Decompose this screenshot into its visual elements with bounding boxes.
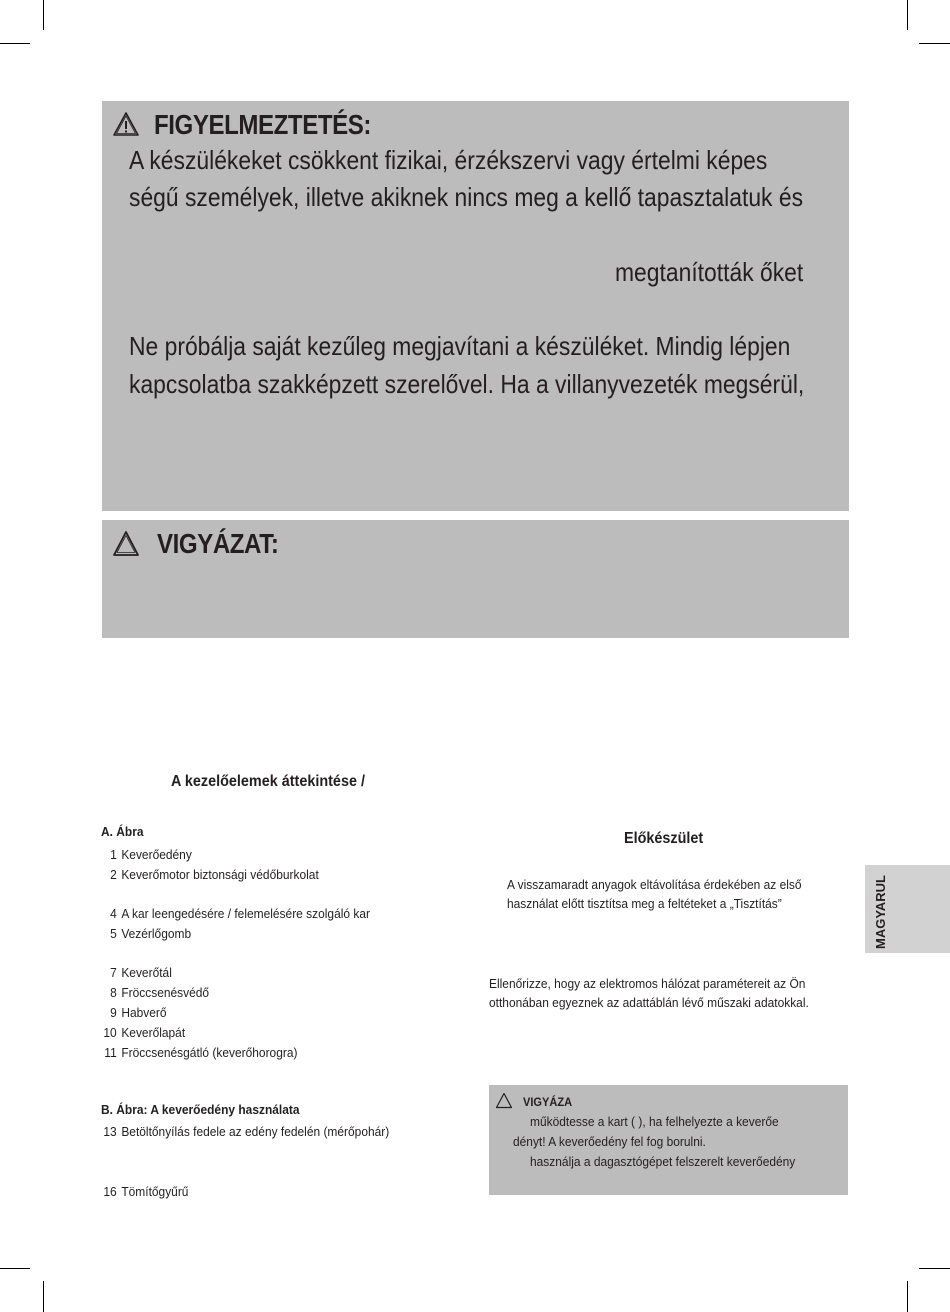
list-item: 11 Fröccsenésgátló (keverőhorogra) [104,1045,298,1060]
crop-mark-bl-v [43,1281,44,1312]
preparation-para-line: otthonában egyeznek az adattáblán lévő műszaki adatokkal. [489,995,809,1010]
crop-mark-br-v [907,1281,908,1312]
crop-mark-tl-h [0,43,30,44]
warning-line: A készülékeket csökkent fizikai, érzékszervi vagy értelmi képes [129,145,768,175]
list-item: 2 Keverőmotor biztonsági védőburkolat [110,867,319,882]
list-item: 1 Keverőedény [110,847,192,862]
list-item: 13 Betöltőnyílás fedele az edény fedelén (mérőpohár) [103,1124,390,1139]
caution-title: VIGYÁZAT: [157,528,279,559]
figure-b-title: B. Ábra: A keverőedény használata [101,1102,300,1117]
list-item: 9 Habverő [110,1005,167,1020]
crop-mark-bl-h [0,1268,30,1269]
figure-a-title: A. Ábra [101,824,144,839]
list-item: 7 Keverőtál [110,965,172,980]
warning-title: FIGYELMEZTETÉS: [154,109,371,140]
preparation-caution-line: dényt! A keverőedény fel fog borulni. [513,1134,706,1149]
caution-triangle-icon [112,530,140,558]
preparation-caution-box [489,1085,848,1195]
warning-line: Ne próbálja saját kezűleg megjavítani a készüléket. Mindig lépjen [129,331,791,361]
preparation-para-line: A visszamaradt anyagok eltávolítása érdekében az első [507,877,802,892]
caution-box [102,520,849,638]
language-side-tab-label: MAGYARUL [873,875,888,949]
crop-mark-tr-v [907,0,908,30]
warning-line: megtanították őket [615,257,804,287]
list-item: 10 Keverőlapát [103,1025,186,1040]
list-item: 4 A kar leengedésére / felemelésére szolgáló kar [110,906,370,921]
list-item: 5 Vezérlőgomb [110,926,192,941]
list-item: 16 Tömítőgyűrű [103,1184,189,1199]
preparation-para-line: Ellenőrizze, hogy az elektromos hálózat paramétereit az Ön [489,976,806,991]
warning-line: kapcsolatba szakképzett szerelővel. Ha a villanyvezeték megsérül, [129,369,805,399]
preparation-para-line: használat előtt tisztítsa meg a feltéteket a „Tisztítás” [507,896,782,911]
overview-heading: A kezelőelemek áttekintése / [171,773,365,790]
warning-exclamation-triangle-icon [112,111,140,137]
warning-box [102,101,849,511]
preparation-caution-title: VIGYÁZA [523,1095,573,1109]
preparation-caution-line: használja a dagasztógépet felszerelt keverőedény [530,1154,796,1169]
preparation-caution-line: működtesse a kart ( ), ha felhelyezte a keverőe [530,1114,779,1129]
crop-mark-br-h [919,1268,950,1269]
crop-mark-tl-v [43,0,44,30]
caution-triangle-icon [495,1092,513,1109]
crop-mark-tr-h [919,43,950,44]
list-item: 8 Fröccsenésvédő [110,985,210,1000]
preparation-heading: Előkészület [624,830,704,847]
language-side-tab [865,865,950,953]
warning-line: ségű személyek, illetve akiknek nincs meg a kellő tapasztalatuk és [129,182,804,212]
